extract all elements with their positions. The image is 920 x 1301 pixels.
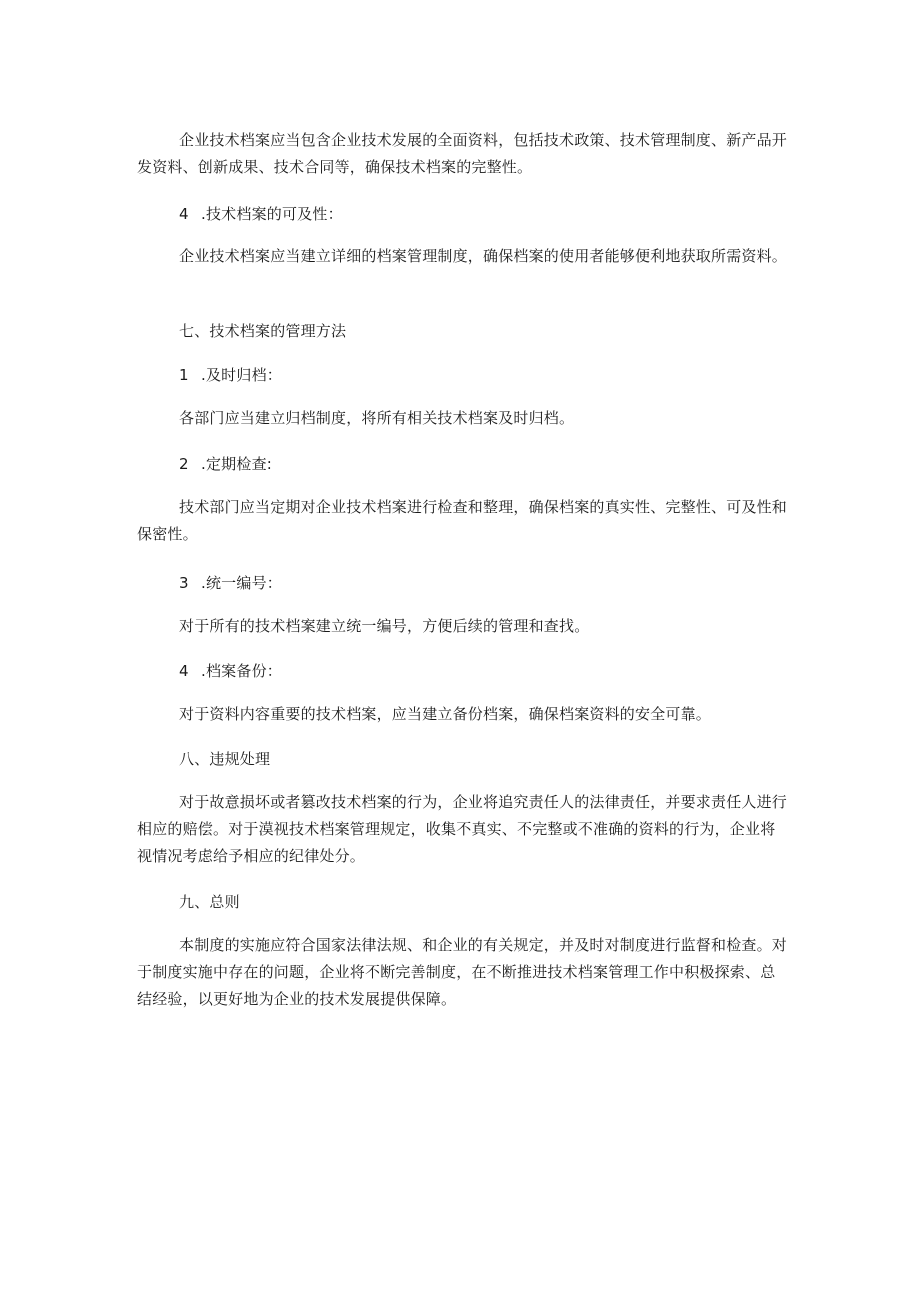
paragraph-archive: 各部门应当建立归档制度，将所有相关技术档案及时归档。 bbox=[179, 409, 575, 427]
item-number: 1 bbox=[179, 366, 189, 384]
section-9-title: 九、总则 bbox=[179, 893, 240, 911]
paragraph-integrity: 企业技术档案应当包含企业技术发展的全面资料，包括技术政策、技术管理制度、新产品开发资料、创新成果、技术合同等，确保技术档案的完整性。 bbox=[137, 131, 788, 176]
item-numbering-heading bbox=[137, 570, 829, 597]
item-number: 3 bbox=[179, 574, 189, 592]
paragraph-accessibility: 企业技术档案应当建立详细的档案管理制度，确保档案的使用者能够便利地获取所需资料。 bbox=[179, 247, 788, 265]
paragraph-numbering: 对于所有的技术档案建立统一编号，方便后续的管理和查找。 bbox=[179, 617, 590, 635]
item-backup-heading bbox=[137, 658, 829, 685]
item-number: 4 bbox=[179, 205, 189, 223]
item-number: 4 bbox=[179, 662, 189, 680]
paragraph-check: 技术部门应当定期对企业技术档案进行检查和整理，确保档案的真实性、完整性、可及性和保密性。 bbox=[137, 498, 788, 543]
item-label: .技术档案的可及性： bbox=[201, 205, 343, 223]
paragraph-violation: 对于故意损坏或者篡改技术档案的行为，企业将追究责任人的法律责任，并要求责任人进行相应的赔偿。对于漠视技术档案管理规定，收集不真实、不完整或不准确的资料的行为，企业将视情况考虑给予相应的纪律处分。 bbox=[137, 793, 788, 865]
item-label: .统一编号： bbox=[201, 574, 282, 592]
item-label: .及时归档： bbox=[201, 366, 282, 384]
item-accessibility-heading bbox=[137, 201, 829, 228]
paragraph-backup: 对于资料内容重要的技术档案，应当建立备份档案，确保档案资料的安全可靠。 bbox=[179, 705, 712, 723]
item-archive-heading bbox=[137, 362, 829, 389]
item-number: 2 bbox=[179, 455, 189, 473]
item-check-heading bbox=[137, 451, 829, 478]
section-7-title: 七、技术档案的管理方法 bbox=[179, 322, 347, 340]
section-8-title: 八、违规处理 bbox=[179, 750, 271, 768]
item-label: .档案备份： bbox=[201, 662, 282, 680]
item-label: .定期检查: bbox=[201, 455, 273, 473]
paragraph-general: 本制度的实施应符合国家法律法规、和企业的有关规定，并及时对制度进行监督和检查。对于制度实施中存在的问题，企业将不断完善制度，在不断推进技术档案管理工作中积极探索、总结经验，以更好地为企业的技术发展提供保障。 bbox=[137, 936, 788, 1008]
